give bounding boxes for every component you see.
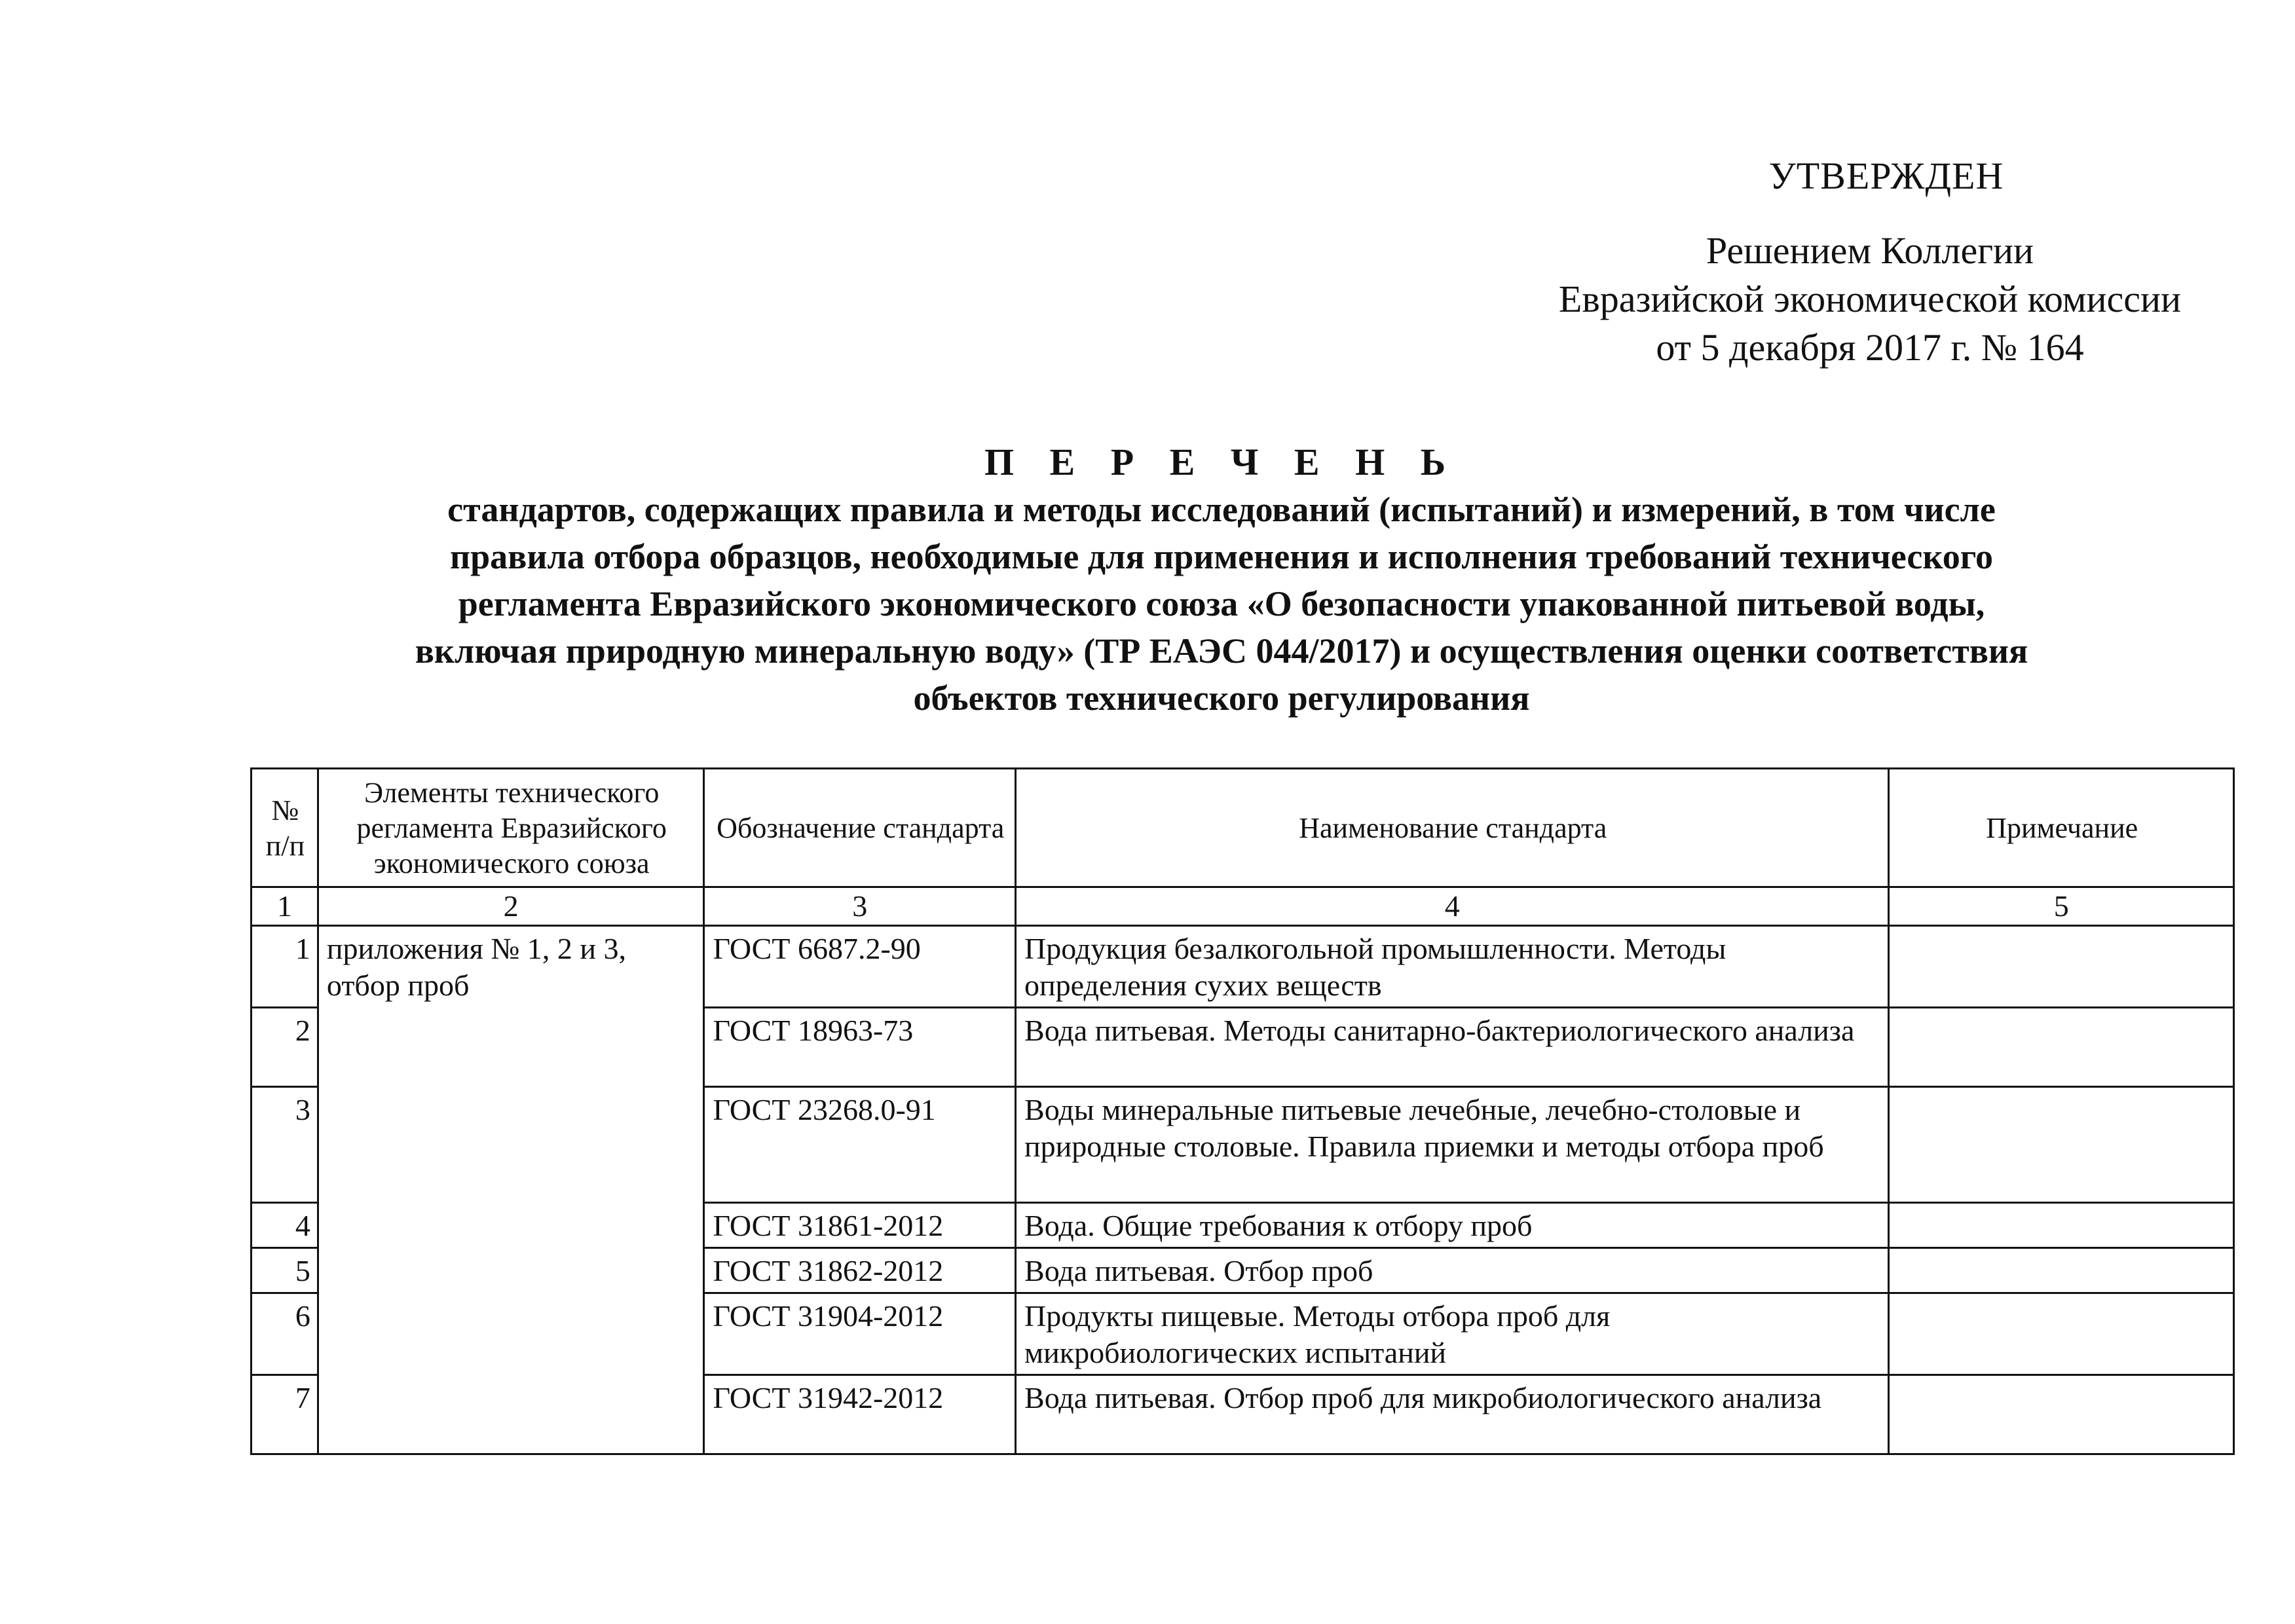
- approval-heading: УТВЕРЖДЕН: [1768, 155, 2004, 197]
- column-number: 5: [1889, 887, 2234, 926]
- standard-designation: ГОСТ 23268.0-91: [704, 1087, 1016, 1203]
- standard-note: [1889, 1087, 2234, 1203]
- standard-note: [1889, 1008, 2234, 1087]
- approval-line-1: Решением Коллегии: [1706, 229, 2034, 272]
- approval-line-2: Евразийской экономической комиссии: [1558, 278, 2182, 320]
- column-number: 4: [1016, 887, 1889, 926]
- element-group-cell: приложения № 1, 2 и 3, отбор проб: [318, 926, 704, 1454]
- header-designation: Обозначение стандарта: [704, 769, 1016, 887]
- standard-designation: ГОСТ 31862-2012: [704, 1248, 1016, 1293]
- title-line-1: стандартов, содержащих правила и методы исследований (испытаний) и измерений, в том числе: [447, 490, 1996, 529]
- standard-name: Продукты пищевые. Методы отбора проб для микробиологических испытаний: [1016, 1293, 1889, 1375]
- standard-note: [1889, 1375, 2234, 1454]
- title-line-3: регламента Евразийского экономического союза «О безопасности упакованной питьевой воды,: [458, 584, 1985, 623]
- row-number: 3: [252, 1087, 318, 1203]
- column-number: 3: [704, 887, 1016, 926]
- table-header-row: [252, 769, 2234, 887]
- row-number: 7: [252, 1375, 318, 1454]
- standard-note: [1889, 1248, 2234, 1293]
- standard-designation: ГОСТ 31904-2012: [704, 1293, 1016, 1375]
- standard-name: Воды минеральные питьевые лечебные, лечебно-столовые и природные столовые. Правила приемки и методы отбора проб: [1016, 1087, 1889, 1203]
- standards-table: [250, 767, 2235, 1455]
- row-number: 2: [252, 1008, 318, 1087]
- standard-name: Вода питьевая. Методы санитарно-бактериологического анализа: [1016, 1008, 1889, 1087]
- standard-designation: ГОСТ 18963-73: [704, 1008, 1016, 1087]
- header-num: № п/п: [252, 769, 318, 887]
- row-number: 5: [252, 1248, 318, 1293]
- standard-designation: ГОСТ 6687.2-90: [704, 926, 1016, 1008]
- standard-note: [1889, 1203, 2234, 1248]
- header-elements: Элементы технического регламента Евразийского экономического союза: [318, 769, 704, 887]
- column-number-row: [252, 887, 2234, 926]
- column-number: 2: [318, 887, 704, 926]
- document-title: [210, 439, 2233, 722]
- standard-name: Вода питьевая. Отбор проб для микробиологического анализа: [1016, 1375, 1889, 1454]
- approval-block: [1493, 152, 2247, 372]
- title-line-4: включая природную минеральную воду» (ТР ЕАЭС 044/2017) и осуществления оценки соответствия: [415, 631, 2028, 671]
- standard-designation: ГОСТ 31861-2012: [704, 1203, 1016, 1248]
- row-number: 1: [252, 926, 318, 1008]
- title-line-5: объектов технического регулирования: [913, 678, 1530, 718]
- standard-name: Продукция безалкогольной промышленности. Методы определения сухих веществ: [1016, 926, 1889, 1008]
- standard-name: Вода питьевая. Отбор проб: [1016, 1248, 1889, 1293]
- header-name: Наименование стандарта: [1016, 769, 1889, 887]
- title-heading: П Е Р Е Ч Е Н Ь: [984, 441, 1459, 483]
- title-line-2: правила отбора образцов, необходимые для применения и исполнения требований технического: [450, 537, 1993, 576]
- standard-note: [1889, 926, 2234, 1008]
- row-number: 4: [252, 1203, 318, 1248]
- header-note: Примечание: [1889, 769, 2234, 887]
- standard-name: Вода. Общие требования к отбору проб: [1016, 1203, 1889, 1248]
- standard-note: [1889, 1293, 2234, 1375]
- standard-designation: ГОСТ 31942-2012: [704, 1375, 1016, 1454]
- table-row: [252, 926, 2234, 1008]
- approval-line-3: от 5 декабря 2017 г. № 164: [1656, 326, 2084, 369]
- column-number: 1: [252, 887, 318, 926]
- row-number: 6: [252, 1293, 318, 1375]
